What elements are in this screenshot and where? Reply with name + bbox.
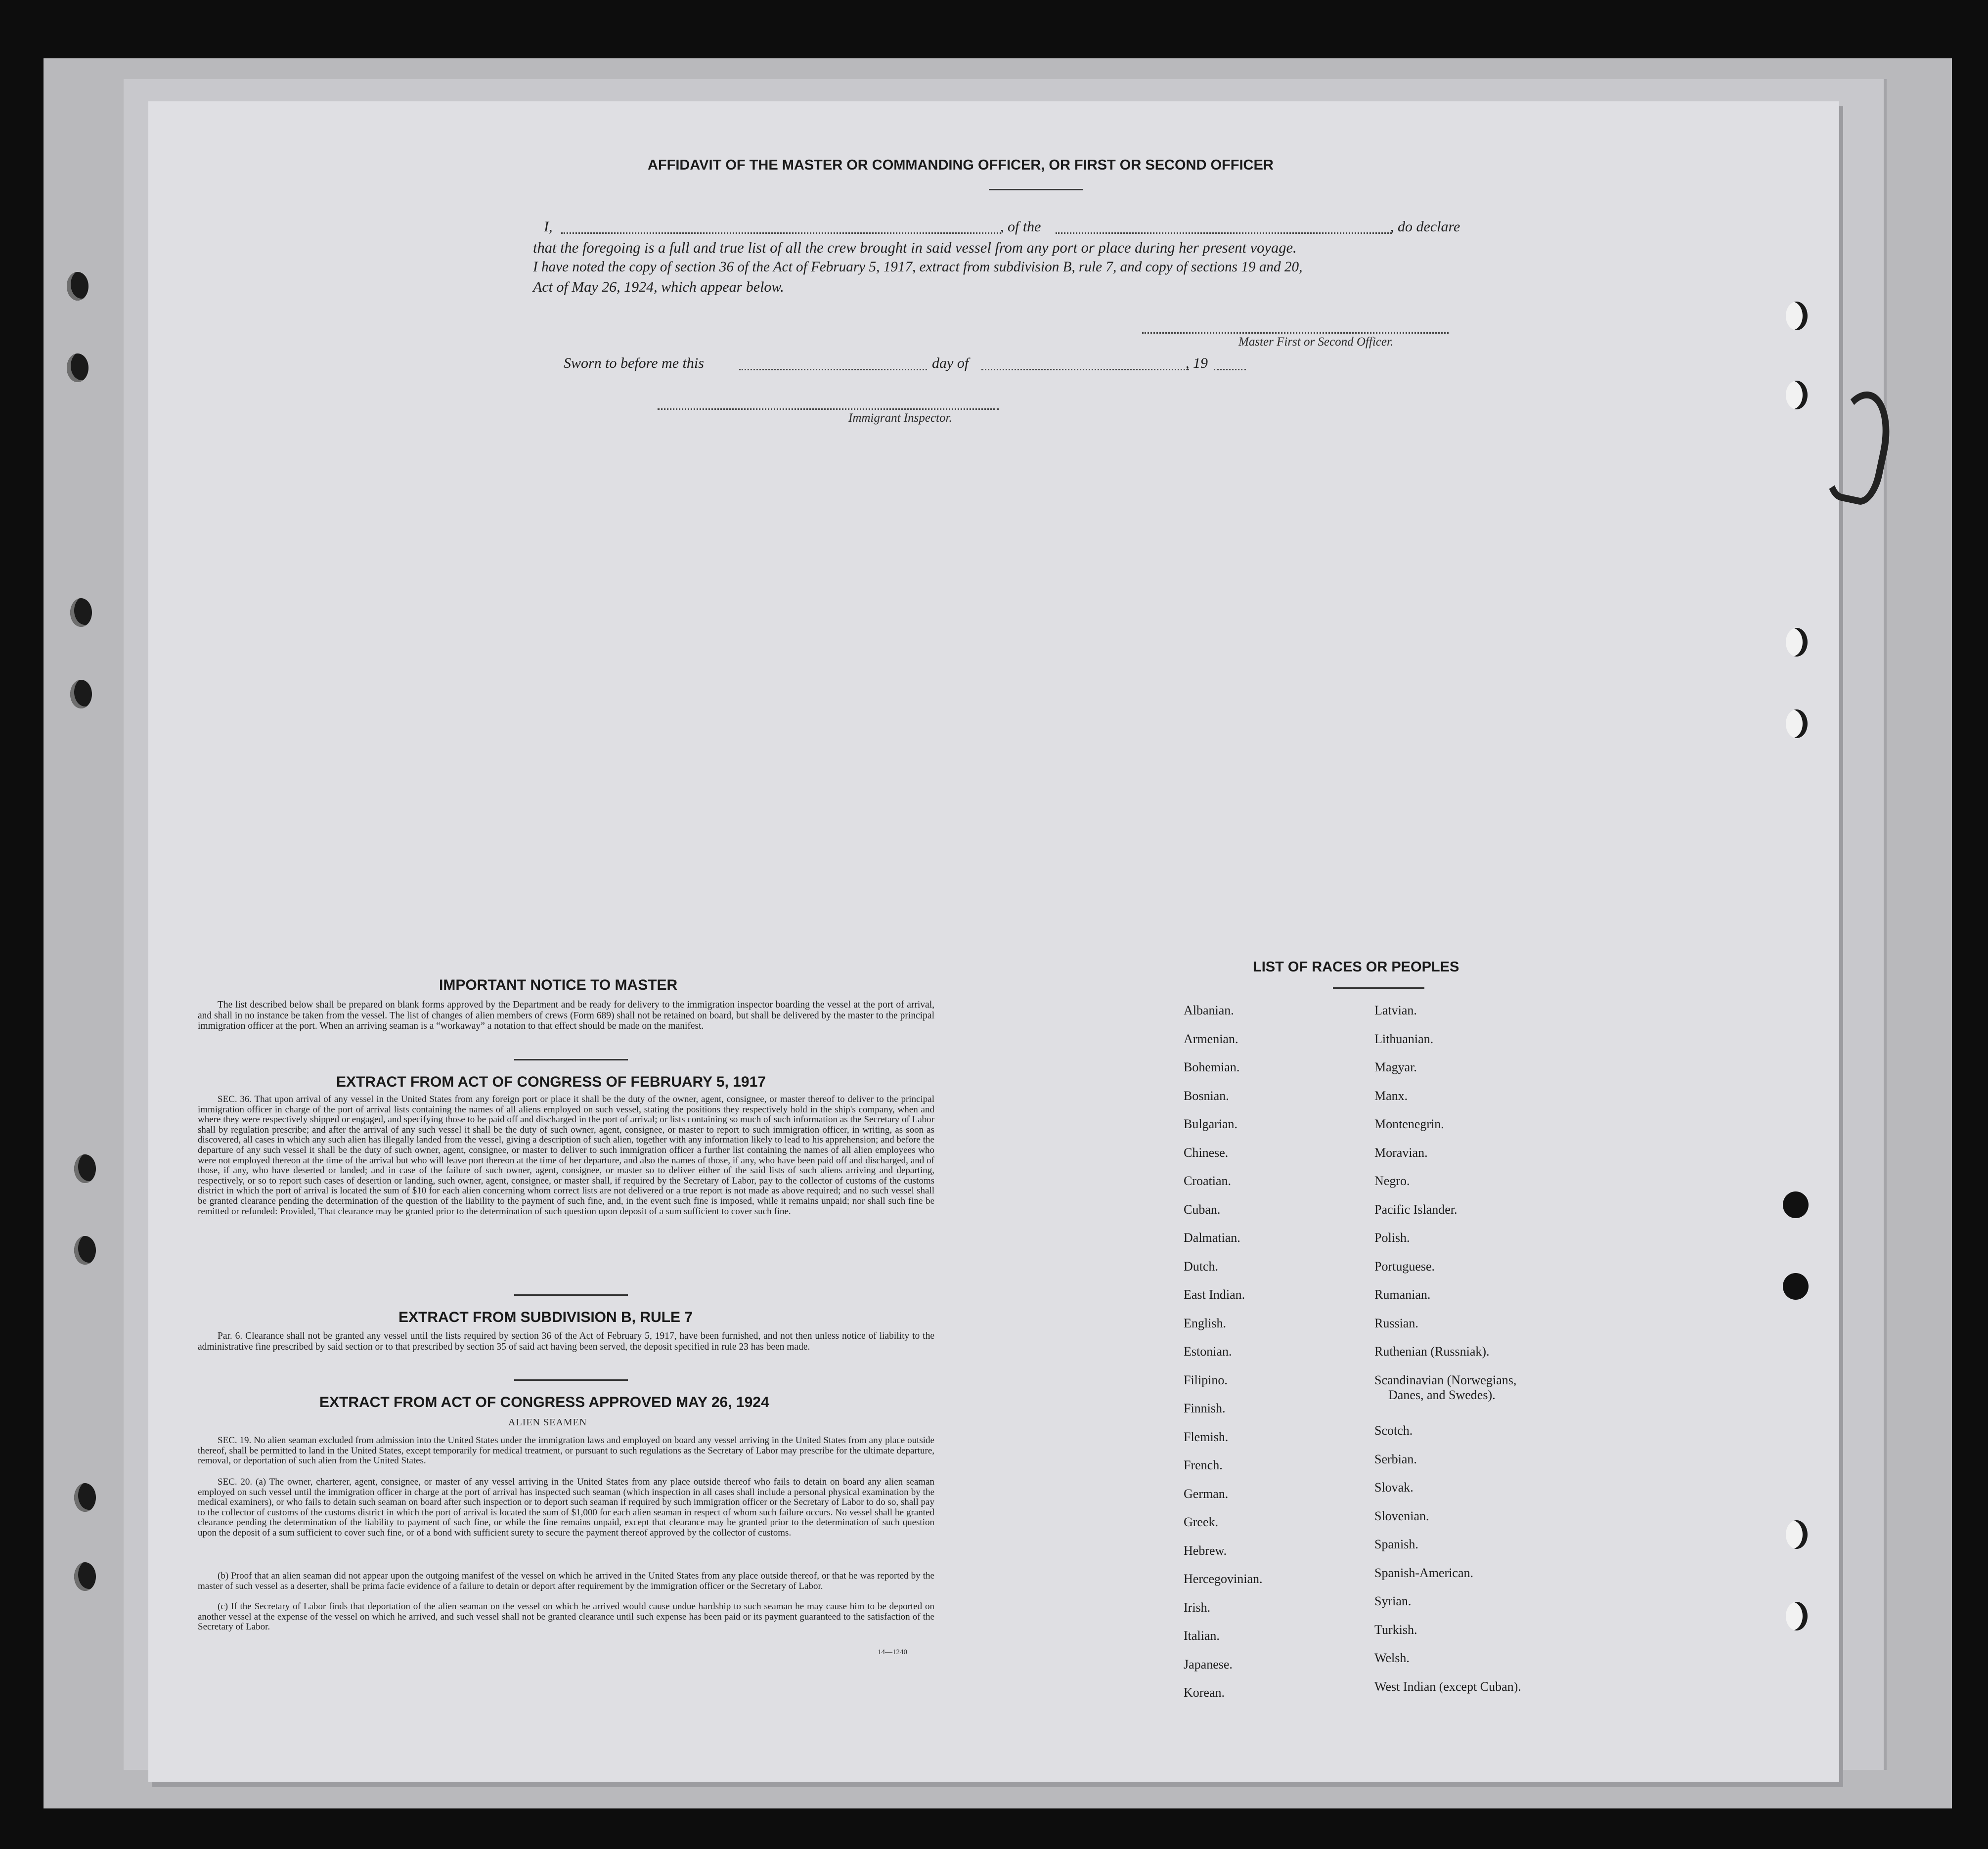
race-item: English. (1184, 1316, 1226, 1330)
race-item: Rumanian. (1374, 1287, 1431, 1302)
extract-1924-title: EXTRACT FROM ACT OF CONGRESS APPROVED MAY 26, 1924 (319, 1394, 769, 1410)
binder-hole-icon (1786, 1602, 1808, 1630)
binder-hole-icon (74, 1154, 96, 1183)
race-item: Danes, and Swedes). (1388, 1387, 1496, 1402)
sworn-day-blank[interactable] (739, 369, 927, 370)
race-item: Manx. (1374, 1088, 1408, 1103)
race-item: Japanese. (1184, 1657, 1233, 1672)
race-item: Finnish. (1184, 1401, 1226, 1415)
race-item: Slovak. (1374, 1480, 1414, 1495)
race-item: Filipino. (1184, 1372, 1228, 1387)
race-item: Lithuanian. (1374, 1031, 1434, 1046)
binder-hole-icon (1786, 302, 1808, 330)
race-item: Irish. (1184, 1600, 1211, 1615)
races-title: LIST OF RACES OR PEOPLES (1253, 959, 1459, 975)
form-number: 14—1240 (878, 1648, 907, 1656)
affidavit-line-2: that the foregoing is a full and true list of all the crew brought in said vessel from any port or place during her present voyage. (533, 239, 1297, 256)
binder-hole-icon (67, 272, 88, 301)
master-signature-line[interactable] (1142, 332, 1449, 334)
race-item: Montenegrin. (1374, 1117, 1444, 1131)
race-item: Hercegovinian. (1184, 1572, 1263, 1586)
race-item: Dalmatian. (1184, 1231, 1240, 1245)
race-item: Croatian. (1184, 1174, 1232, 1188)
extract-1924-sec20b: (b) Proof that an alien seaman did not appear upon the outgoing manifest of the vessel on which he arrived in the United States from any place outside thereof, or that he was reported by the master of such vessel as a deserter, shall be prima facie evidence of a failure to detain or deport after requirement by the immigration officer or the Secretary of Labor. (198, 1571, 934, 1591)
binder-hole-icon (74, 1483, 96, 1512)
race-item: Russian. (1374, 1316, 1418, 1330)
race-item: Armenian. (1184, 1031, 1238, 1046)
race-item: Dutch. (1184, 1259, 1219, 1274)
extract-1924-sec19: SEC. 19. No alien seaman excluded from admission into the United States under the immigration laws and employed on board any vessel arriving in the United States from any place outside thereof, shall be permitted to land in the United States, except temporarily for medical treatment, or pursuant to such regulations as the Secretary of Labor may prescribe for the ultimate departure, removal, or deportation of such alien from the United States. (198, 1435, 934, 1466)
extract-1924-sec20c: (c) If the Secretary of Labor finds that deportation of the alien seaman on the vessel on which he arrived would cause undue hardship to such seaman he may cause him to be deported on another vessel at the expense of the vessel on which he arrived, and such vessel shall not be granted clearance until such expense has been paid or its payment guaranteed to the satisfaction of the Secretary of Labor. (198, 1601, 934, 1632)
binder-hole-icon (1786, 1520, 1808, 1549)
extract-1924-sec20a: SEC. 20. (a) The owner, charterer, agent, consignee, or master of any vessel arriving in the United States from any place outside thereof who fails to detain on board any alien seaman employed on such vessel until the immigration officer in charge at the port of arrival has inspected such seaman (which inspection in all cases shall include a personal physical examination by the medical examiners), or who fails to detain such seaman on board after such inspection or to deport such seaman if required by such immigration officer or the Secretary of Labor to do so, shall pay to the collector of customs of the customs district in which the port of arrival is located the sum of $1,000 for each alien seaman in respect of whom such failure occurs. No vessel shall be granted clearance pending the determination of the liability to payment of such fine, or while the fine remains unpaid, except that clearance may be granted prior to the determination of such question upon the deposit of a sum sufficient to cover such fine, or of a bond with sufficient surety to secure the payment thereof approved by the collector of customs. (198, 1477, 934, 1538)
race-item: Chinese. (1184, 1145, 1229, 1160)
master-caption: Master First or Second Officer. (1238, 335, 1394, 349)
race-item: Moravian. (1374, 1145, 1428, 1160)
sworn-day-of: day of (932, 355, 969, 371)
sworn-year-blank[interactable] (1214, 369, 1246, 370)
race-item: Slovenian. (1374, 1508, 1429, 1523)
race-item: East Indian. (1184, 1287, 1245, 1302)
vessel-blank[interactable] (1056, 232, 1392, 234)
race-item: Serbian. (1374, 1452, 1417, 1466)
sworn-month-blank[interactable] (981, 369, 1189, 370)
race-item: Bosnian. (1184, 1088, 1229, 1103)
affidavit-line-4: Act of May 26, 1924, which appear below. (533, 279, 784, 295)
race-item: Cuban. (1184, 1202, 1221, 1217)
race-item: Korean. (1184, 1685, 1225, 1700)
race-item: Bulgarian. (1184, 1117, 1238, 1131)
binder-hole-icon (1786, 628, 1808, 657)
extract-1917-body: SEC. 36. That upon arrival of any vessel in the United States from any foreign port or place it shall be the duty of the owner, agent, consignee, or master thereof to deliver to the principal immigration officer in charge of the port of arrival lists containing the names of all aliens employed on such vessel, stating the positions they respectively hold in the ship's company, when and where they were respectively shipped or engaged, and specifying those to be paid off and discharged in the port of arrival; or lists containing so much of such information as the Secretary of Labor shall by regulation prescribe; and after the arrival of any such vessel it shall be the duty of such owner, agent, consignee, or master to report to such immigration officer, in writing, as soon as discovered, all cases in which any such alien has illegally landed from the vessel, giving a description of such alien, together with any information likely to lead to his apprehension; and before the departure of any such vessel it shall be the duty of such owner, agent, consignee, or master to deliver to such immigration officer a further list containing the names of all alien employees who were not employed thereon at the time of the arrival but who will leave port thereon at the time of her departure, and also the names of those, if any, who have been paid off and discharged, and of those, if any, who have deserted or landed; and in case of the failure of such owner, agent, consignee, or master so to deliver either of the said lists of such aliens arriving and departing, respectively, or so to report such cases of desertion or landing, such owner, agent, consignee, or master shall, if required by the Secretary of Labor, pay to the collector of customs of the customs district in which the port of arrival is located the sum of $10 for each alien concerning whom correct lists are not delivered or a true report is not made as above required; and no such vessel shall be granted clearance pending the determination of the question of the liability to the payment of such fine, and, in the event such fine is imposed, while it remains unpaid; nor shall such fine be remitted or refunded: Provided, That clearance may be granted prior to the determination of such question upon deposit of a sum sufficient to cover such fine. (198, 1094, 934, 1217)
extract-1924-subtitle: ALIEN SEAMEN (508, 1417, 587, 1428)
race-item: Bohemian. (1184, 1060, 1240, 1074)
race-item: Polish. (1374, 1231, 1410, 1245)
binder-hole-icon (67, 353, 88, 382)
binder-hole-icon (70, 598, 92, 627)
affidavit-title: AFFIDAVIT OF THE MASTER OR COMMANDING OFFICER, OR FIRST OR SECOND OFFICER (648, 157, 1274, 173)
race-item: Syrian. (1374, 1594, 1412, 1608)
affidavit-i: I, (544, 219, 553, 235)
sworn-year: , 19 (1186, 355, 1208, 371)
extract-rule7-body: Par. 6. Clearance shall not be granted any vessel until the lists required by section 36 of the Act of February 5, 1917, have been furnished, and not then unless notice of liability to the administrative fine prescribed by said section or to that prescribed by section 35 of said act having been served, the deposit specified in rule 23 has been made. (198, 1331, 934, 1352)
affidavit-of-the: , of the (1000, 219, 1041, 235)
inspector-caption: Immigrant Inspector. (848, 411, 952, 425)
race-item: Negro. (1374, 1174, 1410, 1188)
race-item: Estonian. (1184, 1344, 1232, 1359)
race-item: Portuguese. (1374, 1259, 1435, 1274)
name-blank[interactable] (561, 232, 1001, 234)
title-rule (989, 189, 1083, 190)
notice-title: IMPORTANT NOTICE TO MASTER (439, 977, 678, 993)
extract-rule7-rule (514, 1379, 628, 1381)
race-item: Spanish. (1374, 1537, 1418, 1551)
inspector-signature-line[interactable] (658, 408, 999, 410)
race-item: West Indian (except Cuban). (1374, 1679, 1521, 1694)
affidavit-declare: , do declare (1390, 219, 1460, 235)
notice-body: The list described below shall be prepared on blank forms approved by the Department and be ready for delivery to the immigration inspector boarding the vessel at the port of arrival, and shall in no instance be taken from the vessel. The list of changes of alien members of crews (Form 689) shall not be retained on board, but shall be delivered by the master to the principal immigration officer at the port. When an arriving seaman is a “workaway” a notation to that effect should be made on the manifest. (198, 1000, 934, 1031)
extract-1917-rule (514, 1294, 628, 1296)
races-rule (1333, 987, 1424, 989)
race-item: Hebrew. (1184, 1543, 1227, 1558)
race-item: Welsh. (1374, 1651, 1410, 1665)
race-item: Greek. (1184, 1515, 1219, 1529)
extract-1917-title: EXTRACT FROM ACT OF CONGRESS OF FEBRUARY 5, 1917 (336, 1074, 766, 1090)
notice-rule (514, 1059, 628, 1060)
binder-hole-icon (1786, 709, 1808, 738)
race-item: Spanish-American. (1374, 1565, 1474, 1580)
binder-hole-icon (70, 680, 92, 708)
sworn-prefix: Sworn to before me this (564, 355, 704, 371)
race-item: Pacific Islander. (1374, 1202, 1458, 1217)
affidavit-line-3: I have noted the copy of section 36 of the Act of February 5, 1917, extract from subdivision B, rule 7, and copy of sections 19 and 20, (533, 259, 1303, 275)
binder-hole-icon (1783, 1273, 1809, 1300)
race-item: Albanian. (1184, 1003, 1234, 1017)
binder-hole-icon (1786, 381, 1808, 409)
race-item: Ruthenian (Russniak). (1374, 1344, 1490, 1359)
binder-hole-icon (1783, 1191, 1809, 1218)
race-item: Scotch. (1374, 1423, 1413, 1438)
binder-hole-icon (74, 1562, 96, 1591)
extract-rule7-title: EXTRACT FROM SUBDIVISION B, RULE 7 (398, 1309, 693, 1325)
race-item: Flemish. (1184, 1429, 1229, 1444)
race-item: Latvian. (1374, 1003, 1417, 1017)
race-item: Italian. (1184, 1629, 1220, 1643)
race-item: German. (1184, 1486, 1229, 1501)
binder-hole-icon (74, 1236, 96, 1265)
race-item: Scandinavian (Norwegians, (1374, 1372, 1517, 1387)
race-item: Magyar. (1374, 1060, 1417, 1074)
race-item: French. (1184, 1458, 1223, 1472)
race-item: Turkish. (1374, 1622, 1417, 1637)
